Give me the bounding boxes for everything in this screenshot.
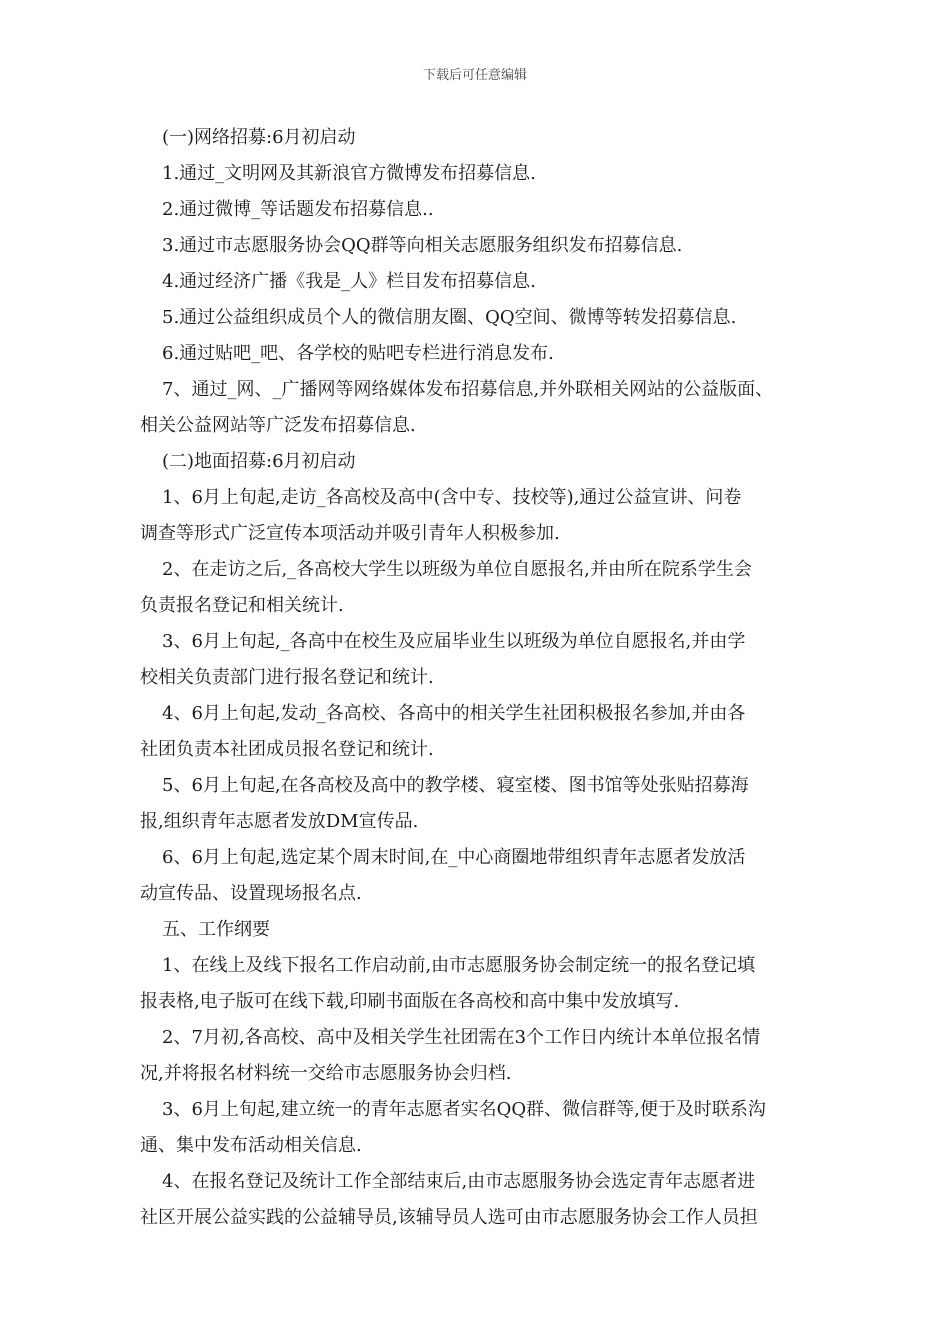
paragraph-line: 3.通过市志愿服务协会QQ群等向相关志愿服务组织发布招募信息. <box>162 235 683 256</box>
paragraph-line: (二)地面招募:6月初启动 <box>162 451 356 472</box>
paragraph-line: 负责报名登记和相关统计. <box>140 595 344 616</box>
paragraph-line: 4、6月上旬起,发动_各高校、各高中的相关学生社团积极报名参加,并由各 <box>162 703 746 724</box>
paragraph-line: 调查等形式广泛宣传本项活动并吸引青年人积极参加. <box>140 523 560 544</box>
paragraph-line: 2、7月初,各高校、高中及相关学生社团需在3个工作日内统计本单位报名情 <box>162 1027 761 1048</box>
paragraph-line: 校相关负责部门进行报名登记和统计. <box>140 667 434 688</box>
paragraph-line: 通、集中发布活动相关信息. <box>140 1135 362 1156</box>
paragraph-line: 7、通过_网、_广播网等网络媒体发布招募信息,并外联相关网站的公益版面、 <box>162 379 774 400</box>
paragraph-line: 2、在走访之后,_各高校大学生以班级为单位自愿报名,并由所在院系学生会 <box>162 559 752 580</box>
paragraph-line: 4.通过经济广播《我是_人》栏目发布招募信息. <box>162 271 536 292</box>
paragraph-line: 相关公益网站等广泛发布招募信息. <box>140 415 416 436</box>
paragraph-line: 2.通过微博_等话题发布招募信息.. <box>162 199 434 220</box>
paragraph-line: 3、6月上旬起,_各高中在校生及应届毕业生以班级为单位自愿报名,并由学 <box>162 631 746 652</box>
paragraph-line: 报表格,电子版可在线下载,印刷书面版在各高校和高中集中发放填写. <box>140 991 680 1012</box>
paragraph-line: 动宣传品、设置现场报名点. <box>140 883 362 904</box>
paragraph-line: 况,并将报名材料统一交给市志愿服务协会归档. <box>140 1063 512 1084</box>
page-header-note: 下载后可任意编辑 <box>422 68 527 83</box>
paragraph-line: 3、6月上旬起,建立统一的青年志愿者实名QQ群、微信群等,便于及时联系沟 <box>162 1099 766 1120</box>
paragraph-line: 1、在线上及线下报名工作启动前,由市志愿服务协会制定统一的报名登记填 <box>162 955 756 976</box>
document-body <box>140 120 820 1236</box>
paragraph-line: 社区开展公益实践的公益辅导员,该辅导员人选可由市志愿服务协会工作人员担 <box>140 1207 758 1228</box>
paragraph-line: 6.通过贴吧_吧、各学校的贴吧专栏进行消息发布. <box>162 343 554 364</box>
paragraph-line: 5.通过公益组织成员个人的微信朋友圈、QQ空间、微博等转发招募信息. <box>162 307 737 328</box>
paragraph-line: 5、6月上旬起,在各高校及高中的教学楼、寝室楼、图书馆等处张贴招募海 <box>162 775 749 796</box>
paragraph-line: 1.通过_文明网及其新浪官方微博发布招募信息. <box>162 163 536 184</box>
paragraph-line: 4、在报名登记及统计工作全部结束后,由市志愿服务协会选定青年志愿者进 <box>162 1171 756 1192</box>
paragraph-line: (一)网络招募:6月初启动 <box>162 127 356 148</box>
paragraph-line: 6、6月上旬起,选定某个周末时间,在_中心商圈地带组织青年志愿者发放活 <box>162 847 746 868</box>
paragraph-line: 五、工作纲要 <box>162 919 270 940</box>
paragraph-line: 报,组织青年志愿者发放DM宣传品. <box>140 811 419 832</box>
paragraph-line: 社团负责本社团成员报名登记和统计. <box>140 739 434 760</box>
paragraph-line: 1、6月上旬起,走访_各高校及高中(含中专、技校等),通过公益宣讲、问卷 <box>162 487 742 508</box>
